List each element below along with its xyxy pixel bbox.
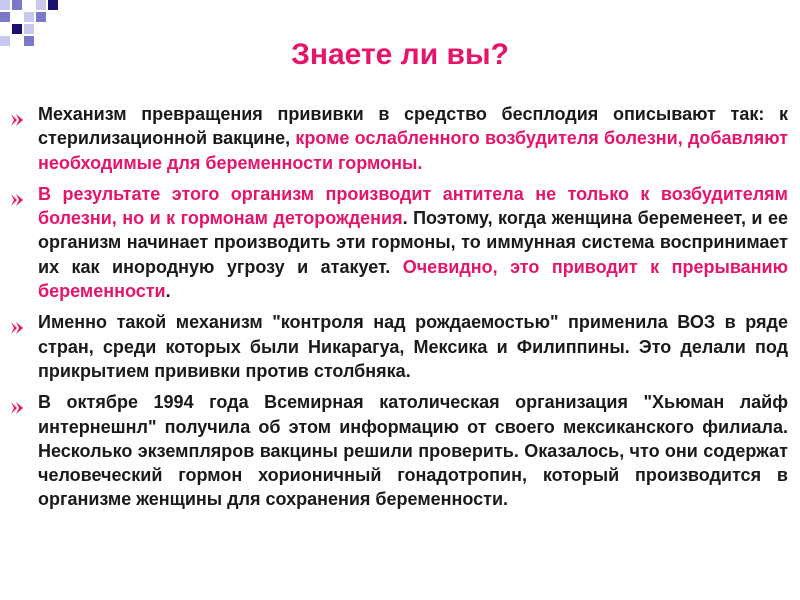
deco-square <box>36 0 46 10</box>
deco-square <box>48 0 58 10</box>
bullet-text: . Поэтому, когда женщина беременеет, и ее организм начинает производить эти гормоны, то иммунная система воспринимает их как инородную угрозу и атакует. <box>38 208 789 277</box>
deco-square <box>0 0 10 10</box>
diamond-arrow-icon <box>10 109 24 123</box>
bullet-list <box>8 102 788 519</box>
bullet-text: Именно такой механизм "контроля над рождаемостью" применила ВОЗ в ряде стран, среди которых были Никарагуа, Мексика и Филиппины. Это делали под прикрытием прививки против столбняка. <box>38 312 788 381</box>
highlighted-text: кроме ослабленного возбудителя болезни, добавляют необходимые для беременности гормоны. <box>38 128 788 173</box>
deco-square <box>24 12 34 22</box>
slide-title: Знаете ли вы? <box>291 38 509 71</box>
deco-square <box>12 24 22 34</box>
deco-square <box>36 12 46 22</box>
bullet-item <box>8 310 788 383</box>
deco-square <box>24 24 34 34</box>
bullet-item <box>8 390 788 511</box>
bullet-text: В октябре 1994 года Всемирная католическая организация "Хьюман лайф интернешнл" получила об этом информацию от своего мексиканского филиала. Несколько экземпляров вакцины решили проверить. Оказалось, что они содержат человеческий гормон хорионичный гонадотропин, который производится в организме женщины для сохранения беременности. <box>38 392 788 510</box>
bullet-text: Механизм превращения прививки в средство бесплодия описывают так: к стерилизационной вакцине, <box>38 104 788 149</box>
diamond-arrow-icon <box>10 189 24 203</box>
bullet-item <box>8 102 788 175</box>
deco-square <box>12 0 22 10</box>
highlighted-text: Очевидно, это приводит к прерыванию беременности <box>38 256 788 302</box>
bullet-text: . <box>165 281 171 302</box>
diamond-arrow-icon <box>10 317 24 331</box>
bullet-item <box>8 182 788 303</box>
diamond-arrow-icon <box>10 397 24 411</box>
highlighted-text: В результате этого организм производит антитела не только к возбудителям болезни, но и к гормонам деторождения <box>38 183 788 229</box>
deco-square <box>0 12 10 22</box>
